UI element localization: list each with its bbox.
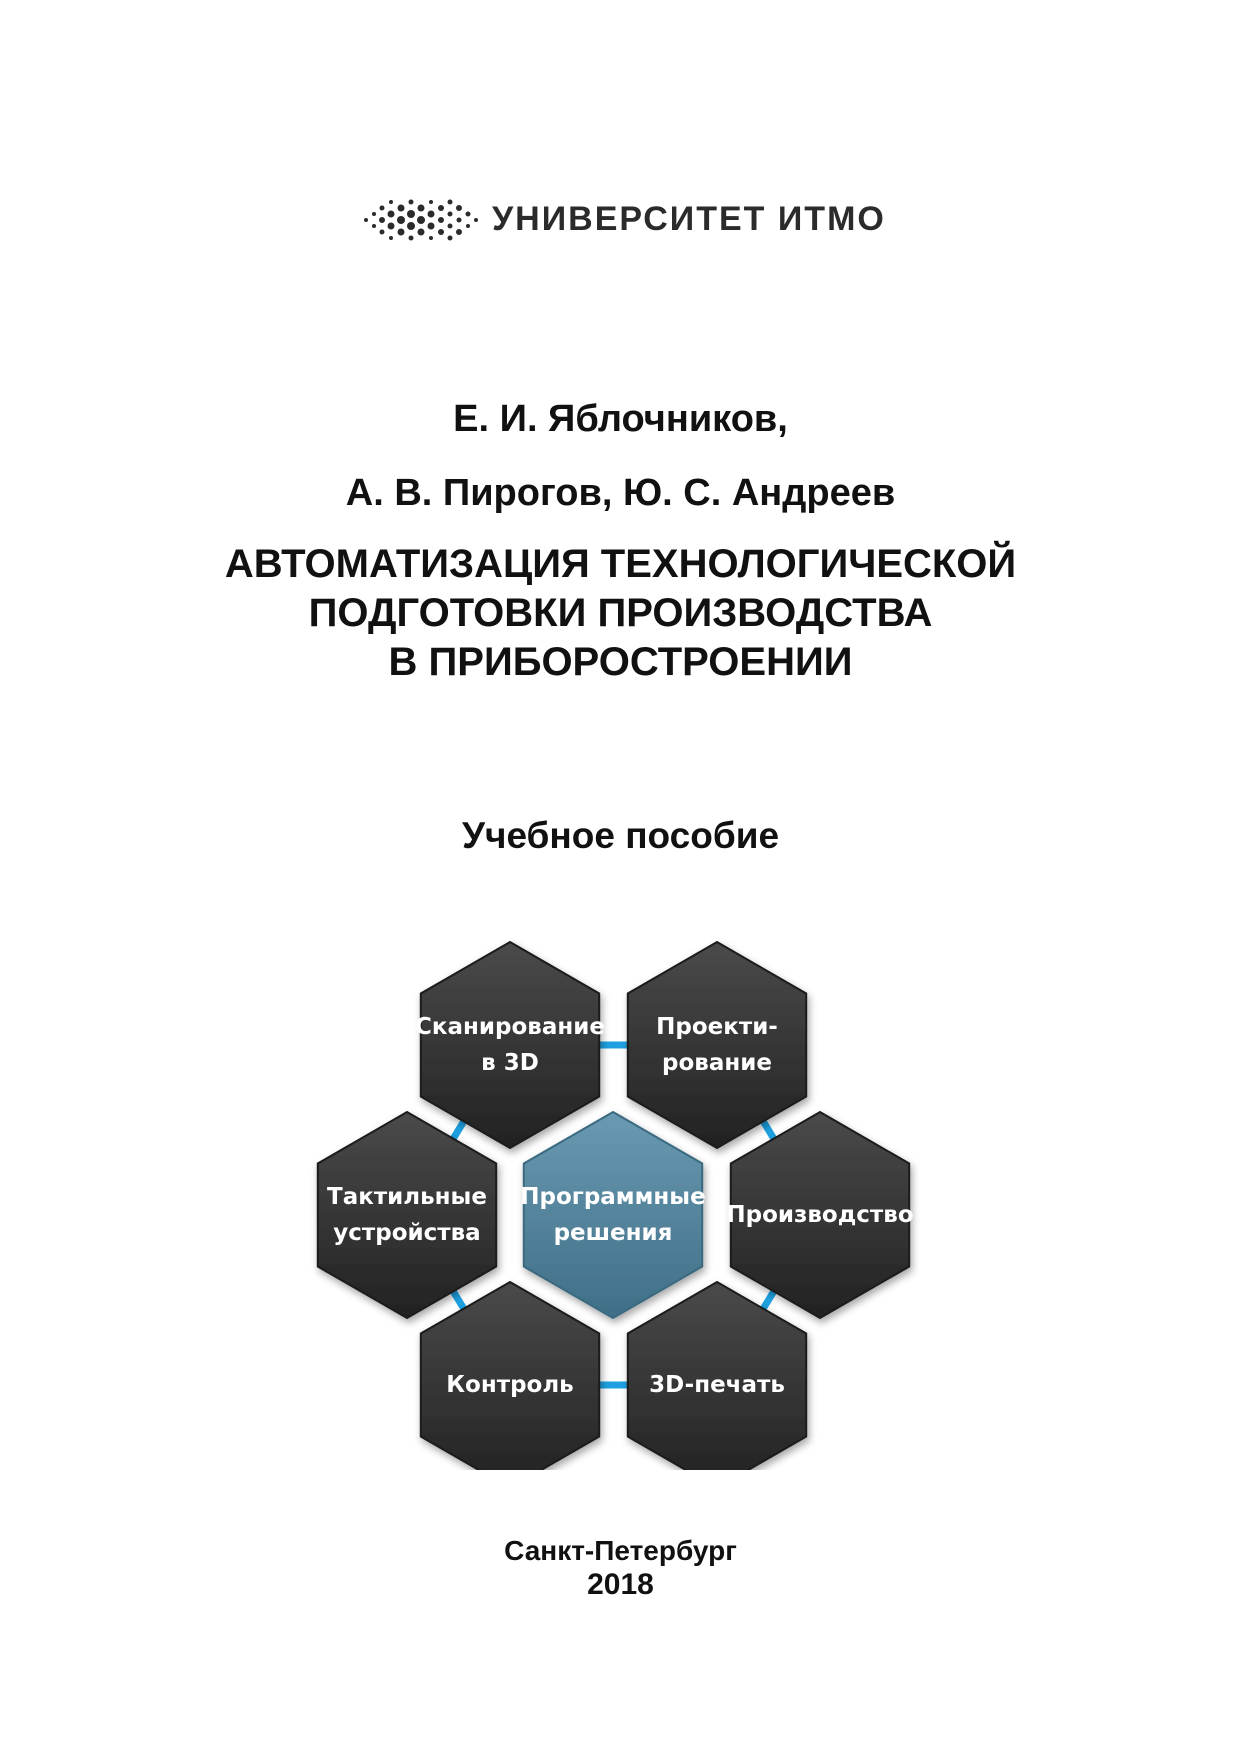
hex-label-line: устройства bbox=[333, 1220, 481, 1246]
hex-label-line: решения bbox=[553, 1220, 673, 1246]
hex-label-software bbox=[503, 1179, 723, 1251]
hex-label-line: рование bbox=[662, 1050, 772, 1076]
hex-label-line: Контроль bbox=[446, 1372, 574, 1398]
hex-label-scanning bbox=[400, 1009, 620, 1081]
book-type: Учебное пособие bbox=[461, 815, 780, 856]
hex-label-tactile bbox=[297, 1179, 517, 1251]
publication-city: Санкт-Петербург bbox=[504, 1535, 737, 1566]
hex-label-production bbox=[710, 1197, 930, 1233]
title-line: В ПРИБОРОСТРОЕНИИ bbox=[388, 640, 853, 684]
hex-label-3d-printing bbox=[607, 1367, 827, 1403]
publication-year: 2018 bbox=[587, 1568, 654, 1601]
author-line-1: Е. И. Яблочников, bbox=[453, 398, 788, 440]
title-line: ПОДГОТОВКИ ПРОИЗВОДСТВА bbox=[308, 591, 933, 635]
hex-label-design bbox=[607, 1009, 827, 1081]
hex-label-line: Производство bbox=[726, 1202, 914, 1228]
hex-label-line: Проекти- bbox=[656, 1014, 778, 1040]
hex-label-line: Программные bbox=[520, 1184, 706, 1210]
hex-label-control bbox=[400, 1367, 620, 1403]
dots-logo-icon bbox=[360, 190, 485, 250]
hex-label-line: 3D-печать bbox=[649, 1372, 785, 1398]
title-line: АВТОМАТИЗАЦИЯ ТЕХНОЛОГИЧЕСКОЙ bbox=[224, 542, 1017, 586]
hex-label-line: Тактильные bbox=[327, 1184, 487, 1210]
hex-label-line: Сканирование bbox=[415, 1014, 605, 1040]
hexagon-diagram bbox=[0, 890, 1241, 1470]
university-name: УНИВЕРСИТЕТ ИТМО bbox=[492, 200, 886, 238]
hex-label-line: в 3D bbox=[481, 1050, 539, 1076]
university-logo bbox=[360, 190, 920, 250]
book-title bbox=[0, 540, 1241, 687]
author-line-2: А. В. Пирогов, Ю. С. Андреев bbox=[345, 472, 896, 514]
